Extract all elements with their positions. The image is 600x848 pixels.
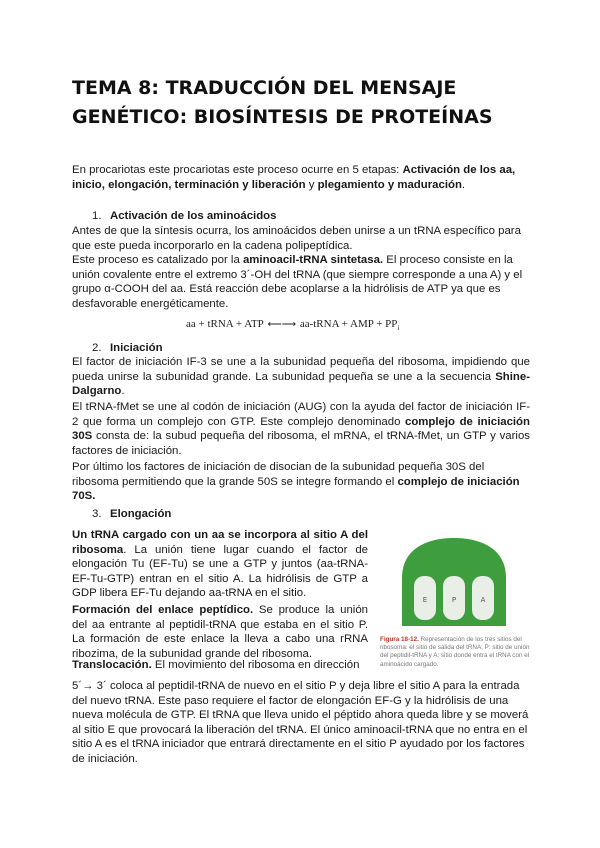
s1-p2-bold: aminoacil-tRNA sintetasa. bbox=[242, 254, 384, 266]
s2-p3-bold: complejo de iniciación 70S. bbox=[72, 475, 520, 503]
step-3-bold: Translocación. bbox=[72, 659, 152, 671]
caption-text: Representación de los tres sitios del ribosoma: el sitio de salida del tRNA; P: sitio de unión del peptidil-tRNA y A: sitio donde entra el tRNA con el aminoácido cargado. bbox=[380, 636, 530, 668]
section-2-number: 2. bbox=[92, 342, 102, 354]
section-2-paragraph-1 bbox=[72, 355, 530, 399]
intro-text-1: En procariotas este procariotas este proceso ocurre en 5 etapas: bbox=[72, 164, 403, 176]
section-3-heading bbox=[92, 507, 171, 522]
intro-text-3: . bbox=[461, 178, 466, 191]
s2-p1-bold: Shine-Dalgarno bbox=[72, 370, 530, 398]
step-1-text: . La unión tiene lugar cuando el factor de elongación Tu (EF-Tu) se une a GTP y juntos (aa-tRNA-EF-Tu-GTP) entran en el sitio A. La hidrólisis de GTP a GDP libera EF-Tu dejando aa-tRNA en el sitio. bbox=[72, 543, 368, 600]
intro-bold-2: plegamiento y maduración bbox=[317, 178, 462, 191]
step-1-bold: Un tRNA cargado con un aa se incorpora al sitio A del ribosoma bbox=[72, 529, 368, 556]
section-2-paragraph-3 bbox=[72, 460, 530, 504]
section-2-title: Iniciación bbox=[110, 342, 163, 354]
step-2-bold: Formación del enlace peptídico. bbox=[72, 604, 254, 616]
section-1-heading bbox=[92, 209, 276, 224]
s1-p2-text-c: El proceso consiste en la unión covalente entre el extremo 3´-OH del tRNA (que siempre corresponde a una A) y el grupo α-COOH del aa. Está reacción debe acoplarse a la hidrólisis de ATP ya que es desfavorable energéticamente. bbox=[72, 254, 523, 310]
section-2-paragraph-2 bbox=[72, 400, 530, 458]
step-2-text: Se produce la unión del aa entrante al peptidil-tRNA que estaba en el sitio P. La formación de este enlace la lleva a cabo una rRNA ribozima, de la subunidad grande del ribosoma. bbox=[72, 604, 368, 660]
site-a-label: A bbox=[480, 596, 486, 604]
figure-caption bbox=[380, 636, 530, 669]
section-1-paragraph-2 bbox=[72, 253, 530, 311]
equation-right: aa-tRNA + AMP + PP bbox=[299, 318, 398, 330]
section-2-heading bbox=[92, 341, 163, 356]
caption-label: Figura 18-12. bbox=[380, 636, 419, 643]
elongation-continuation: 5´→ 3´ coloca al peptidil-tRNA de nuevo en el sitio P y deja libre el sitio A para la entrada del nuevo tRNA. Este paso requiere el factor de elongación EF-G y la hidrólisis de una nueva molécula de GTP. El tRNA que lleva unido el péptido ahora queda libre y se moverá al sitio E que provocará la liberación del tRNA. El único aminoacil-tRNA que no entra en el sitio A es el tRNA iniciador que entrará directamente en el sitio P ayudado por los factores de iniciación. bbox=[72, 680, 529, 765]
ribosome-illustration bbox=[380, 534, 528, 632]
equilibrium-arrow-icon: ⟵⟶ bbox=[267, 319, 297, 330]
section-3-number: 3. bbox=[92, 508, 102, 520]
equation-left: aa + tRNA + ATP bbox=[186, 318, 264, 330]
s2-p2-bold: complejo de iniciación 30S bbox=[72, 415, 530, 443]
elongation-step-2 bbox=[72, 603, 368, 661]
page-title: TEMA 8: TRADUCCIÓN DEL MENSAJE GENÉTICO: BIOSÍNTESIS DE PROTEÍNAS bbox=[72, 77, 493, 128]
s2-p1-text-c: . bbox=[121, 385, 125, 398]
section-1-paragraph-1: Antes de que la síntesis ocurra, los aminoácidos deben unirse a un tRNA específico para que este pueda incorporarlo en la cadena polipeptídica. bbox=[72, 225, 521, 252]
step-3-text: El movimiento del ribosoma en dirección bbox=[151, 659, 360, 671]
s2-p2-text-c: consta de: la subud pequeña del ribosoma, el mRNA, el tRNA-fMet, un GTP y varios factores de iniciación. bbox=[72, 430, 530, 457]
intro-paragraph bbox=[72, 163, 530, 192]
site-p-label: P bbox=[451, 596, 457, 604]
s1-p2-text-a: Este proceso es catalizado por la bbox=[72, 254, 243, 266]
s2-p1-text-a: El factor de iniciación IF-3 se une a la subunidad pequeña del ribosoma, impidiendo que pueda unirse la subunidad grande. La subunidad pequeña se une a la secuencia bbox=[72, 356, 530, 383]
intro-text-2: y bbox=[305, 178, 318, 191]
elongation-step-3 bbox=[72, 658, 368, 673]
section-1-number: 1. bbox=[92, 210, 102, 222]
ribosome-figure bbox=[380, 534, 528, 637]
section-3-title: Elongación bbox=[110, 508, 172, 520]
atp-equation bbox=[186, 318, 399, 332]
intro-bold-1: Activación de los aa, inicio, elongación, terminación y liberación bbox=[72, 164, 516, 191]
equation-subscript: i bbox=[397, 324, 400, 333]
site-e-label: E bbox=[422, 596, 428, 604]
s2-p2-text-a: El tRNA-fMet se une al codón de iniciación (AUG) con la ayuda del factor de iniciación IF-2 que forma un complejo con GTP. Este complejo denominado bbox=[72, 401, 530, 428]
elongation-step-1 bbox=[72, 528, 368, 601]
s2-p3-text-a: Por último los factores de iniciación de disocian de la subunidad pequeña 30S del ribosoma permitiendo que la grande 50S se integre formando el bbox=[72, 461, 485, 488]
section-1-title: Activación de los aminoácidos bbox=[110, 210, 277, 222]
